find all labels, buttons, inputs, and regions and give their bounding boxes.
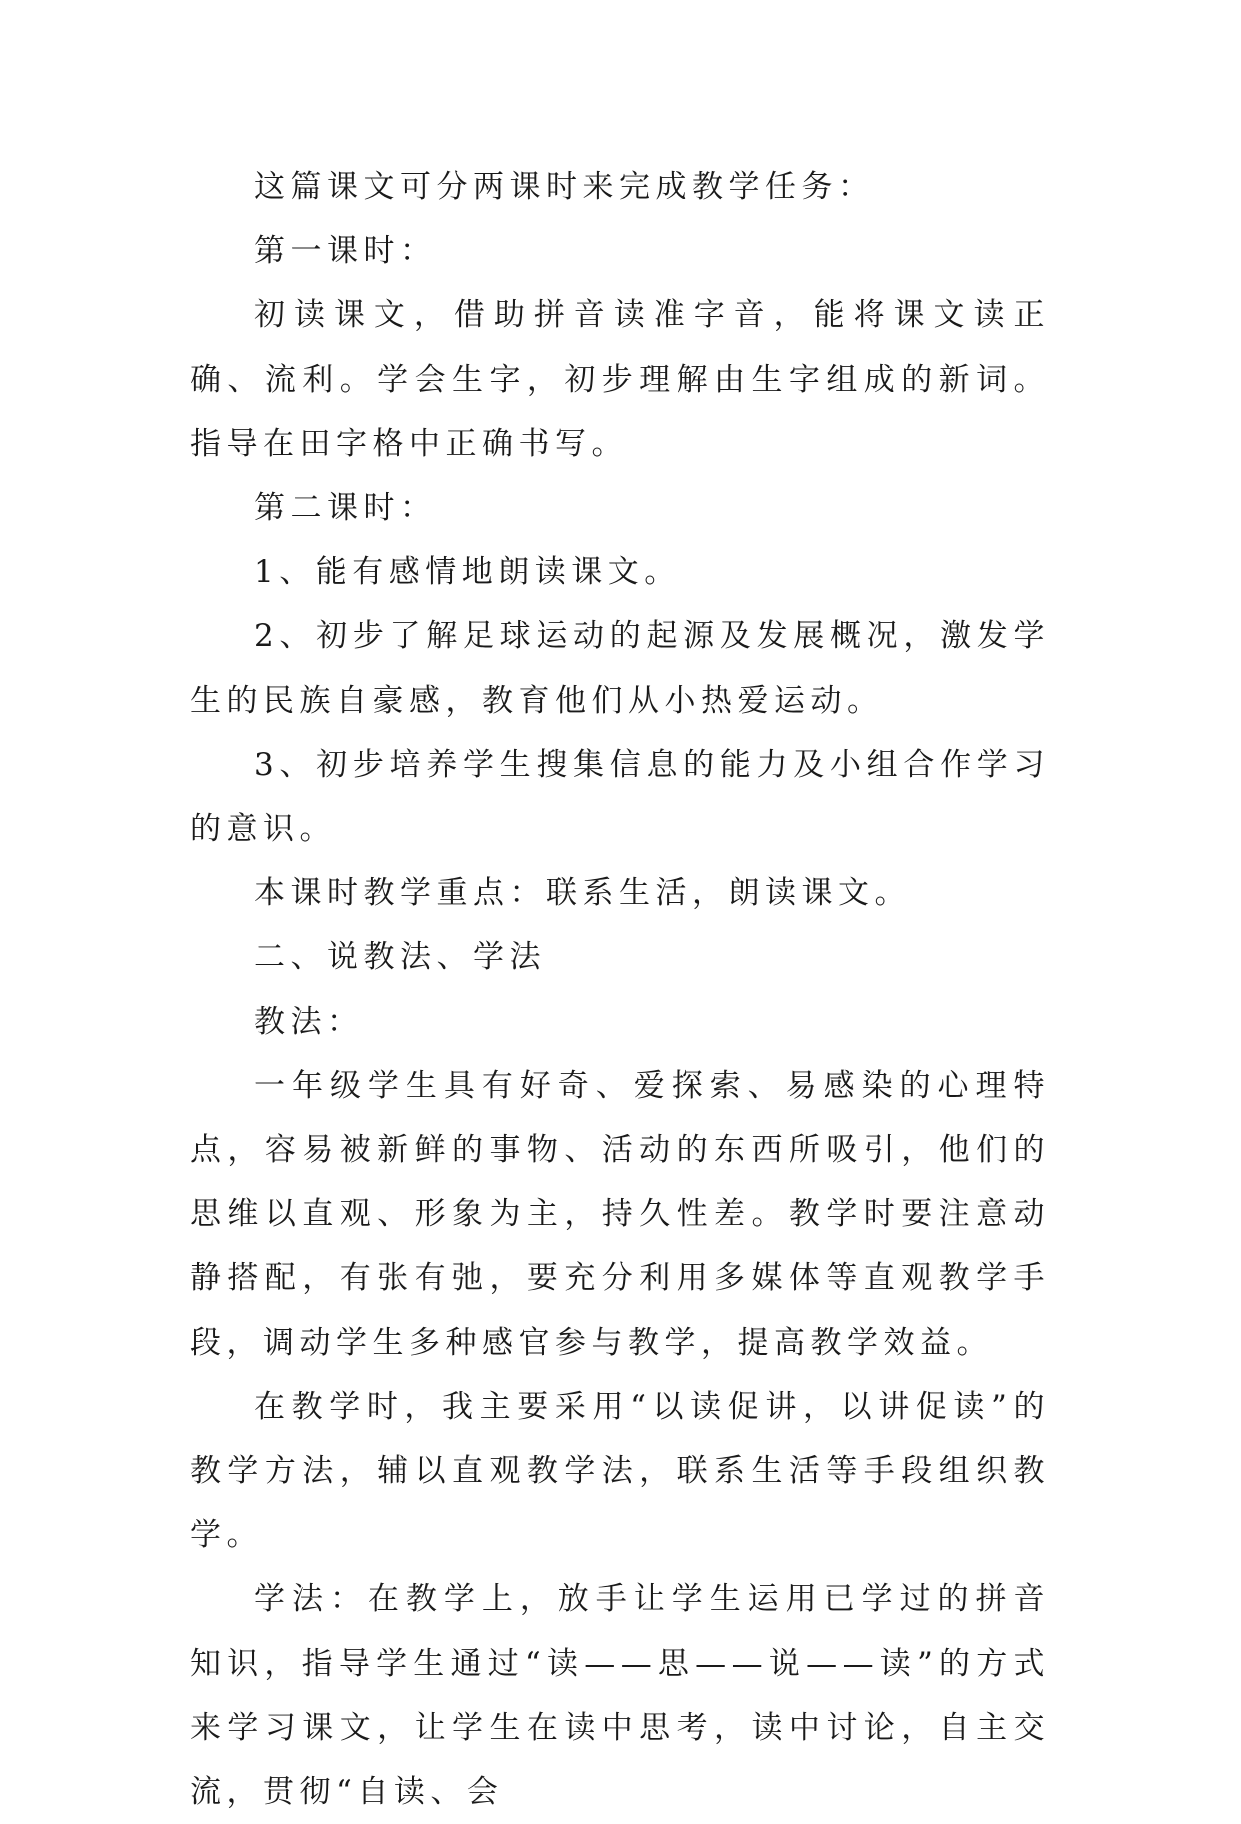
paragraph-first-lesson-goals: 初读课文，借助拼音读准字音，能将课文读正确、流利。学会生字，初步理解由生字组成的新词。指导在田字格中正确书写。: [190, 297, 1050, 462]
paragraph-goal-1: 1、能有感情地朗读课文。: [254, 554, 681, 591]
paragraph-student-characteristics: 一年级学生具有好奇、爱探索、易感染的心理特点，容易被新鲜的事物、活动的东西所吸引，他们的思维以直观、形象为主，持久性差。教学时要注意动静搭配，有张有弛，要充分利用多媒体等直观教学手段，调动学生多种感官参与教学，提高教学效益。: [190, 1067, 1050, 1361]
paragraph-lesson-plan-intro: 这篇课文可分两课时来完成教学任务：: [254, 169, 875, 205]
paragraph-key-point: 本课时教学重点：联系生活，朗读课文。: [254, 875, 911, 912]
paragraph-goal-3: 3、初步培养学生搜集信息的能力及小组合作学习的意识。: [190, 746, 1050, 848]
paragraph-second-lesson-heading: 第二课时：: [254, 490, 437, 527]
paragraph-learning-method: 学法：在教学上，放手让学生运用已学过的拼音知识，指导学生通过“读——思——说——读”的方式来学习课文，让学生在读中思考，读中讨论，自主交流，贯彻“自读、会: [190, 1581, 1050, 1811]
paragraph-teaching-approach: 在教学时，我主要采用“以读促讲，以讲促读”的教学方法，辅以直观教学法，联系生活等手段组织教学。: [190, 1388, 1050, 1554]
paragraph-teaching-method-heading: 教法：: [254, 1003, 364, 1040]
paragraph-first-lesson-heading: 第一课时：: [254, 233, 437, 270]
paragraph-section-heading: 二、说教法、学法: [254, 939, 546, 976]
paragraph-goal-2: 2、初步了解足球运动的起源及发展概况，激发学生的民族自豪感，教育他们从小热爱运动。: [190, 618, 1050, 719]
document-page: [190, 155, 1050, 1824]
